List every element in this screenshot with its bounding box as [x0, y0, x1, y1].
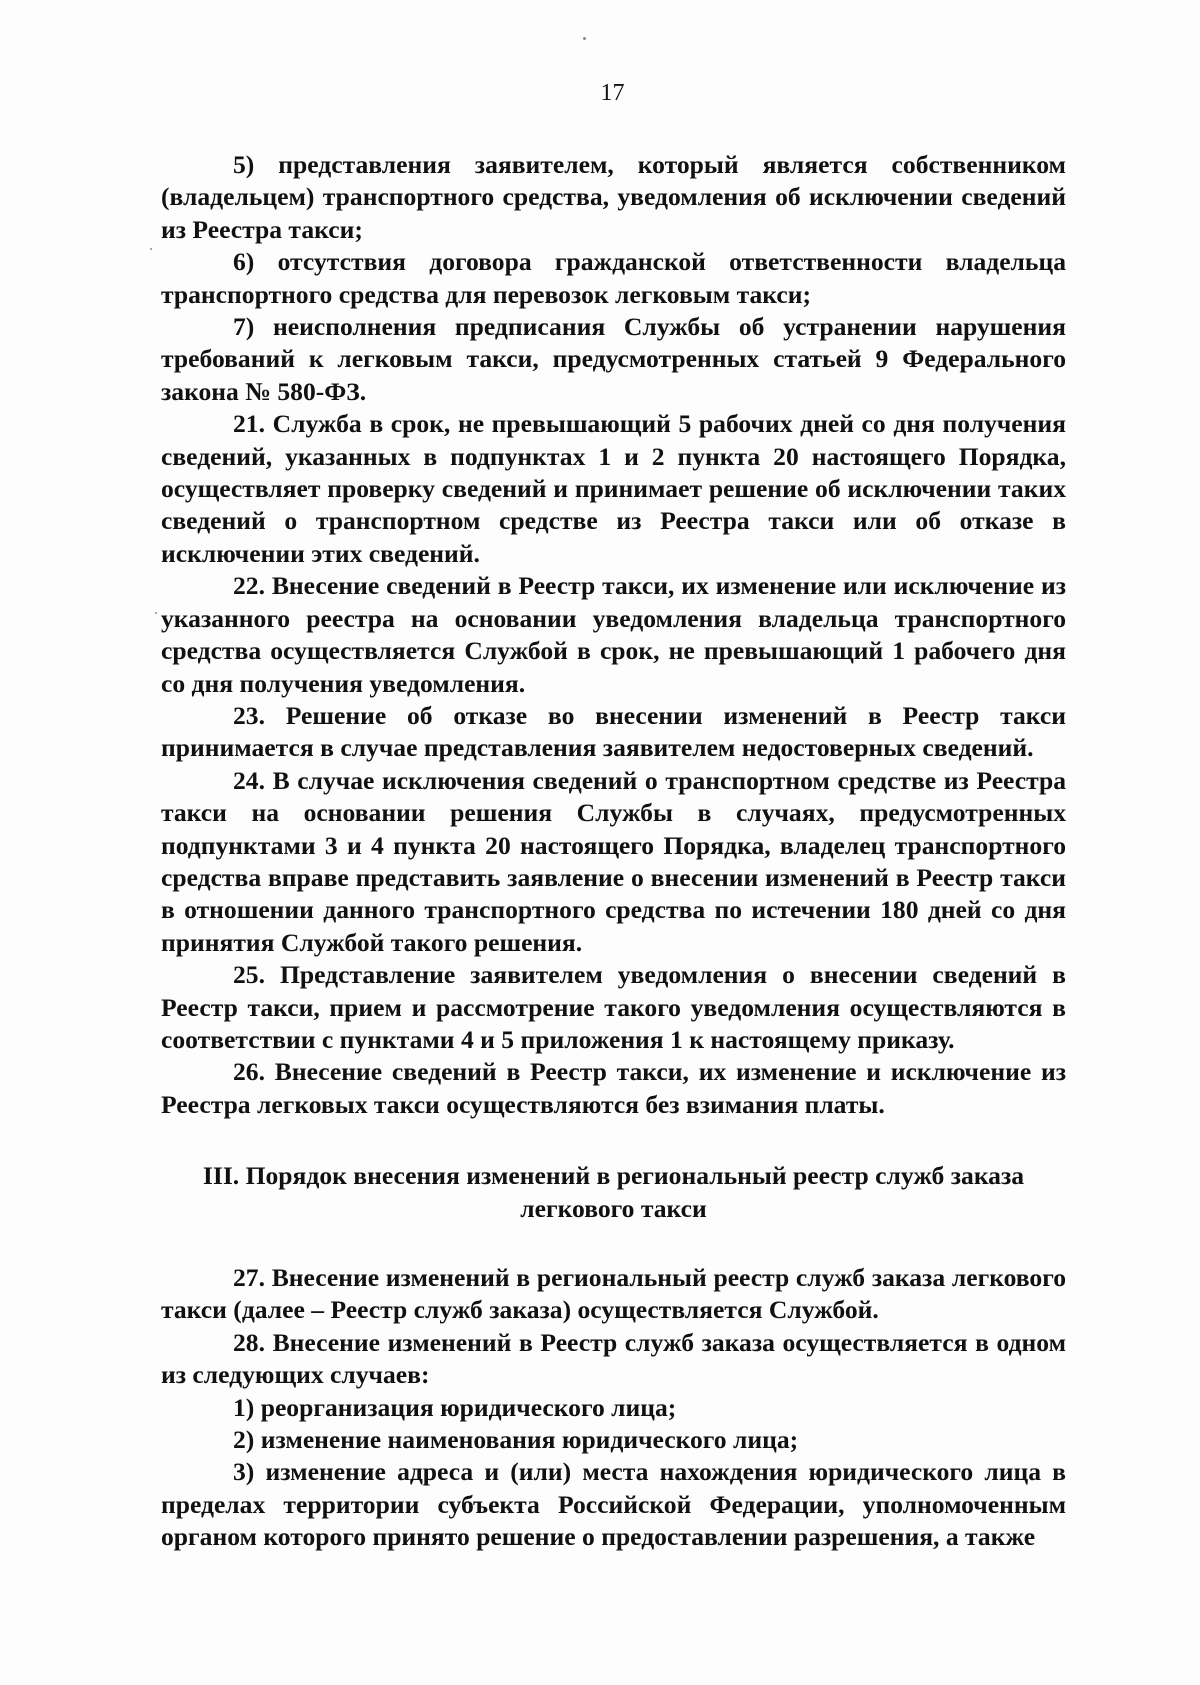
section-heading-line-2: легкового такси — [520, 1193, 707, 1223]
paragraph-28-subitem-1: 1) реорганизация юридического лица; — [233, 1392, 677, 1422]
paragraph-25: 25. Представление заявителем уведомления о внесении сведений в Реестр такси, прием и рассмотрение такого уведомления осуществляются в соответствии с пунктами 4 и 5 приложения 1 к настоящему приказу. — [161, 960, 1066, 1054]
paragraph-28-subitem-3: 3) изменение адреса и (или) места нахождения юридического лица в пределах территории субъекта Российской Федерации, уполномоченным органом которого принято решение о предоставлении разрешения, а также — [161, 1457, 1066, 1552]
paragraph-27: 27. Внесение изменений в региональный реестр служб заказа легкового такси (далее – Реестр служб заказа) осуществляется Службой. — [161, 1263, 1066, 1325]
section-heading-line-1: III. Порядок внесения изменений в региональный реестр служб заказа — [202, 1161, 1025, 1191]
scan-artifact — [155, 612, 157, 614]
section-heading — [161, 1160, 1066, 1225]
paragraph-subitem-5: 5) представления заявителем, который является собственником (владельцем) транспортного средства, уведомления об исключении сведений из Реестра такси; — [161, 150, 1066, 244]
paragraph-subitem-7: 7) неисполнения предписания Службы об устранении нарушения требований к легковым такси, предусмотренных статьей 9 Федерального закона № 580-ФЗ. — [161, 312, 1066, 406]
paragraph-24: 24. В случае исключения сведений о транспортном средстве из Реестра такси на основании решения Службы в случаях, предусмотренных подпунктами 3 и 4 пункта 20 настоящего Порядка, владелец транспортного средства вправе представить заявление о внесении изменений в Реестр такси в отношении данного транспортного средства по истечении 180 дней со дня принятия Службой такого решения. — [161, 765, 1066, 957]
scan-artifact — [583, 37, 586, 40]
paragraph-28: 28. Внесение изменений в Реестр служб заказа осуществляется в одном из следующих случаев: — [161, 1327, 1066, 1390]
document-body — [161, 149, 1066, 1554]
paragraph-21: 21. Служба в срок, не превышающий 5 рабочих дней со дня получения сведений, указанных в подпунктах 1 и 2 пункта 20 настоящего Порядка, осуществляет проверку сведений и принимает решение об исключении таких сведений о транспортном средстве из Реестра такси или об отказе в исключении этих сведений. — [161, 409, 1066, 568]
scan-artifact — [150, 248, 152, 250]
paragraph-subitem-6: 6) отсутствия договора гражданской ответственности владельца транспортного средства для перевозок легковым такси; — [161, 247, 1066, 309]
paragraph-26: 26. Внесение сведений в Реестр такси, их изменение и исключение из Реестра легковых такси осуществляются без взимания платы. — [161, 1057, 1066, 1119]
paragraph-23: 23. Решение об отказе во внесении изменений в Реестр такси принимается в случае представления заявителем недостоверных сведений. — [161, 700, 1066, 763]
page-number: 17 — [600, 80, 625, 106]
paragraph-28-subitem-2: 2) изменение наименования юридического лица; — [233, 1425, 799, 1455]
paragraph-22: 22. Внесение сведений в Реестр такси, их изменение или исключение из указанного реестра на основании уведомления владельца транспортного средства осуществляется Службой в срок, не превышающий 1 рабочего дня со дня получения уведомления. — [161, 571, 1066, 698]
